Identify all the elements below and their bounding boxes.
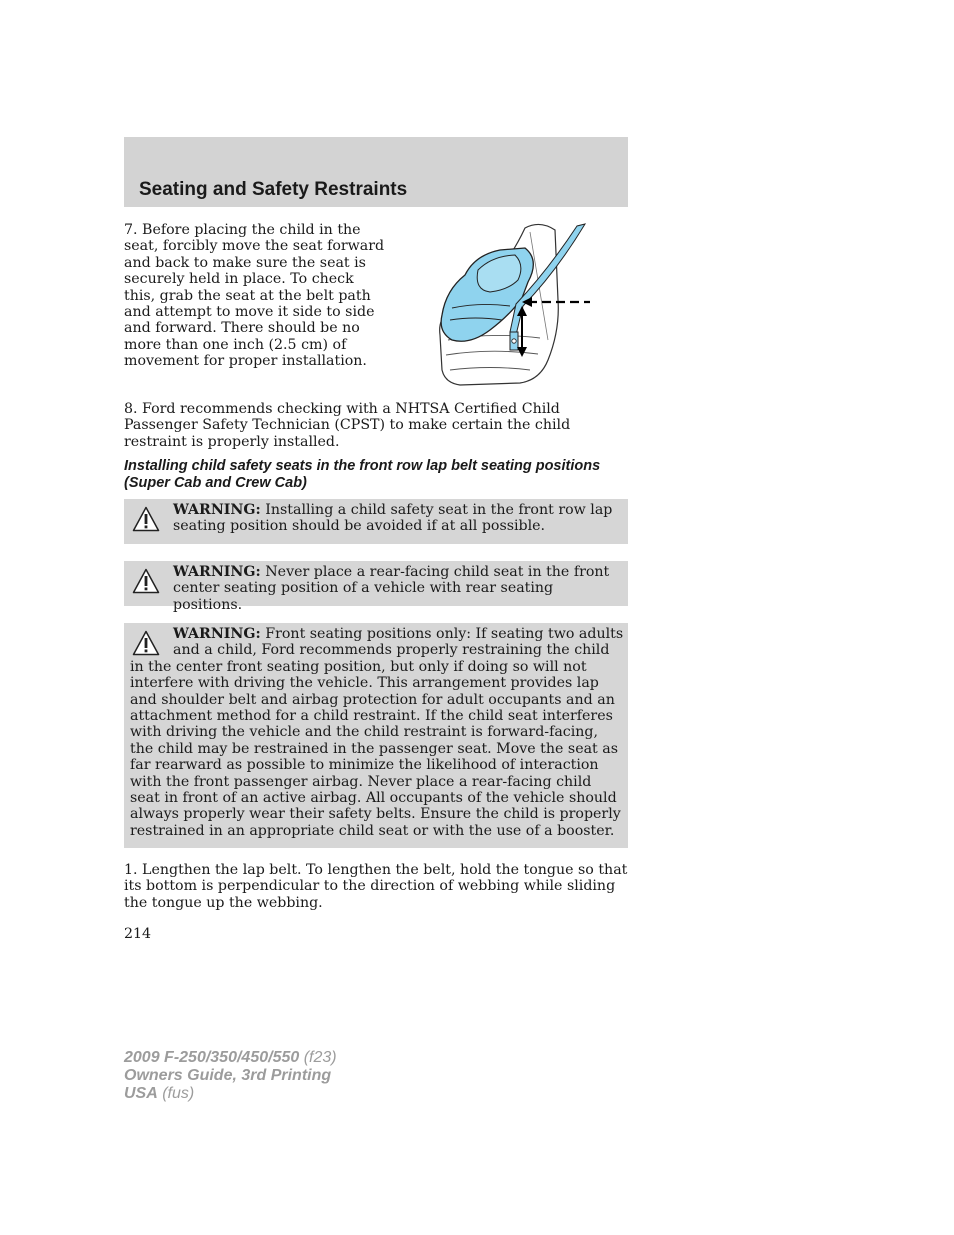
warning-body: Installing a child safety seat in the front row lap seating position should be avoided if at all possible. — [173, 502, 613, 535]
document-footer — [124, 1049, 337, 1103]
footer-model-code: (f23) — [299, 1049, 337, 1066]
warning-box-2 — [124, 561, 628, 613]
warning-text-3 — [130, 626, 624, 839]
footer-model: 2009 F-250/350/450/550 — [124, 1049, 300, 1066]
warning-text-1 — [173, 502, 623, 535]
section-subheading: Installing child safety seats in the front row lap belt seating positions (Super Cab and Crew Cab) — [124, 458, 601, 491]
section-header — [124, 137, 628, 207]
warning-body: Front seating positions only: If seating two adults and a child, Ford recommends properly restraining the child in the center front seating position, but only if doing so will not interfere with driving the vehicle. This arrangement provides lap and shoulder belt and airbag protection for adult occupants and an attachment method for a child restraint. If the child seat interferes with driving the vehicle and the child restraint is forward-facing, the child may be restrained in the passenger seat. Move the seat as far rearward as possible to minimize the likelihood of interaction with the front passenger airbag. Never place a rear-facing child seat in front of an active airbag. All occupants of the vehicle should always properly wear their safety belts. Ensure the child is properly restrained in an appropriate child seat or with the use of a booster. — [130, 626, 624, 839]
warning-body: Never place a rear-facing child seat in the front center seating position of a vehicle with rear seating positions. — [173, 564, 610, 613]
child-seat-illustration — [430, 220, 594, 388]
step-7-text: 7. Before placing the child in the seat, forcibly move the seat forward and back to make sure the seat is securely held in place. To check this, grab the seat at the belt path and attempt to move it side to side and forward. There should be no more than one inch (2.5 cm) of movement for proper installation. — [124, 222, 385, 370]
footer-market: USA — [124, 1085, 158, 1102]
step-1-text: 1. Lengthen the lap belt. To lengthen the belt, hold the tongue so that its bottom is perpendicular to the direction of webbing while sliding the tongue up the webbing. — [124, 862, 628, 911]
page-number: 214 — [124, 926, 152, 942]
step-8-text: 8. Ford recommends checking with a NHTSA Certified Child Passenger Safety Technician (CPST) to make certain the child restraint is properly installed. — [124, 401, 571, 450]
footer-market-code: (fus) — [157, 1085, 195, 1102]
warning-triangle-icon — [132, 568, 160, 594]
warning-label: WARNING: — [173, 502, 261, 518]
warning-label: WARNING: — [173, 564, 261, 580]
warning-label: WARNING: — [173, 626, 261, 642]
warning-text-2 — [173, 564, 623, 613]
footer-edition: Owners Guide, 3rd Printing — [124, 1067, 332, 1084]
warning-box-1 — [124, 499, 628, 544]
warning-box-3 — [124, 623, 628, 848]
page-title: Seating and Safety Restraints — [139, 179, 408, 200]
warning-triangle-icon — [132, 506, 160, 532]
